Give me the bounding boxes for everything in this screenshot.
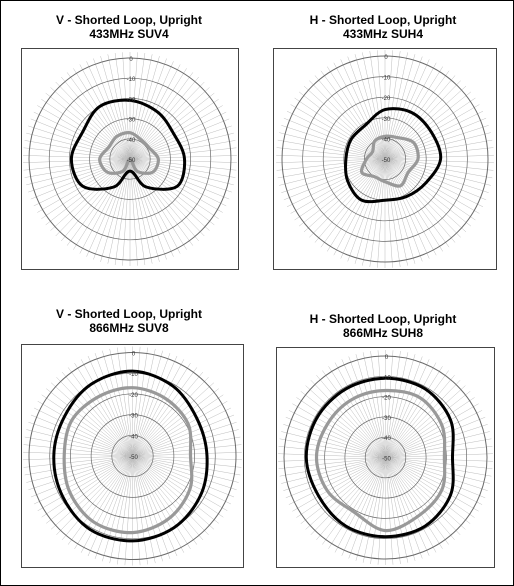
tick-label: -10 (381, 75, 391, 82)
polar-chart-h-433 (273, 48, 497, 270)
tick-label: 0 (129, 57, 133, 63)
chart-title-line-1: H - Shorted Loop, Upright (309, 312, 457, 326)
tick-label: -40 (382, 436, 391, 443)
tick-label: 0 (384, 355, 389, 361)
tick-label: -40 (126, 137, 136, 144)
tick-label: -50 (381, 158, 391, 164)
chart-title-line-1: V - Shorted Loop, Upright (56, 307, 202, 321)
tick-label: -40 (381, 137, 391, 144)
tick-label: -30 (382, 415, 391, 422)
tick-label: 0 (131, 351, 136, 358)
chart-title (263, 312, 503, 340)
tick-label: -30 (126, 117, 136, 124)
chart-title-line-2: 866MHz SUH8 (342, 326, 424, 340)
tick-label: -20 (126, 97, 136, 104)
tick-label: -10 (126, 77, 136, 84)
tick-label: -10 (382, 375, 391, 382)
tick-label: -10 (129, 372, 138, 379)
chart-title (9, 13, 249, 41)
tick-label: -30 (381, 116, 391, 123)
tick-label: -20 (129, 392, 138, 399)
chart-title (9, 307, 249, 335)
tick-label: 0 (384, 55, 388, 61)
chart-title-line-2: 866MHz SUV8 (89, 321, 169, 335)
polar-chart-v-866 (21, 344, 244, 568)
chart-title (263, 13, 503, 41)
tick-label: -20 (382, 395, 391, 402)
tick-label: -30 (129, 413, 138, 420)
tick-label: -50 (382, 456, 391, 463)
tick-label: -50 (126, 158, 136, 164)
tick-label: -20 (381, 96, 391, 103)
tick-label: -40 (129, 434, 138, 441)
chart-title-line-1: V - Shorted Loop, Upright (56, 13, 202, 27)
chart-title-line-2: 433MHz SUH4 (342, 27, 424, 41)
polar-chart-h-866 (276, 347, 495, 568)
chart-title-line-1: H - Shorted Loop, Upright (309, 13, 457, 27)
polar-chart-v-433 (21, 48, 239, 270)
tick-label: -50 (129, 455, 138, 461)
chart-title-line-2: 433MHz SUV4 (89, 27, 169, 41)
